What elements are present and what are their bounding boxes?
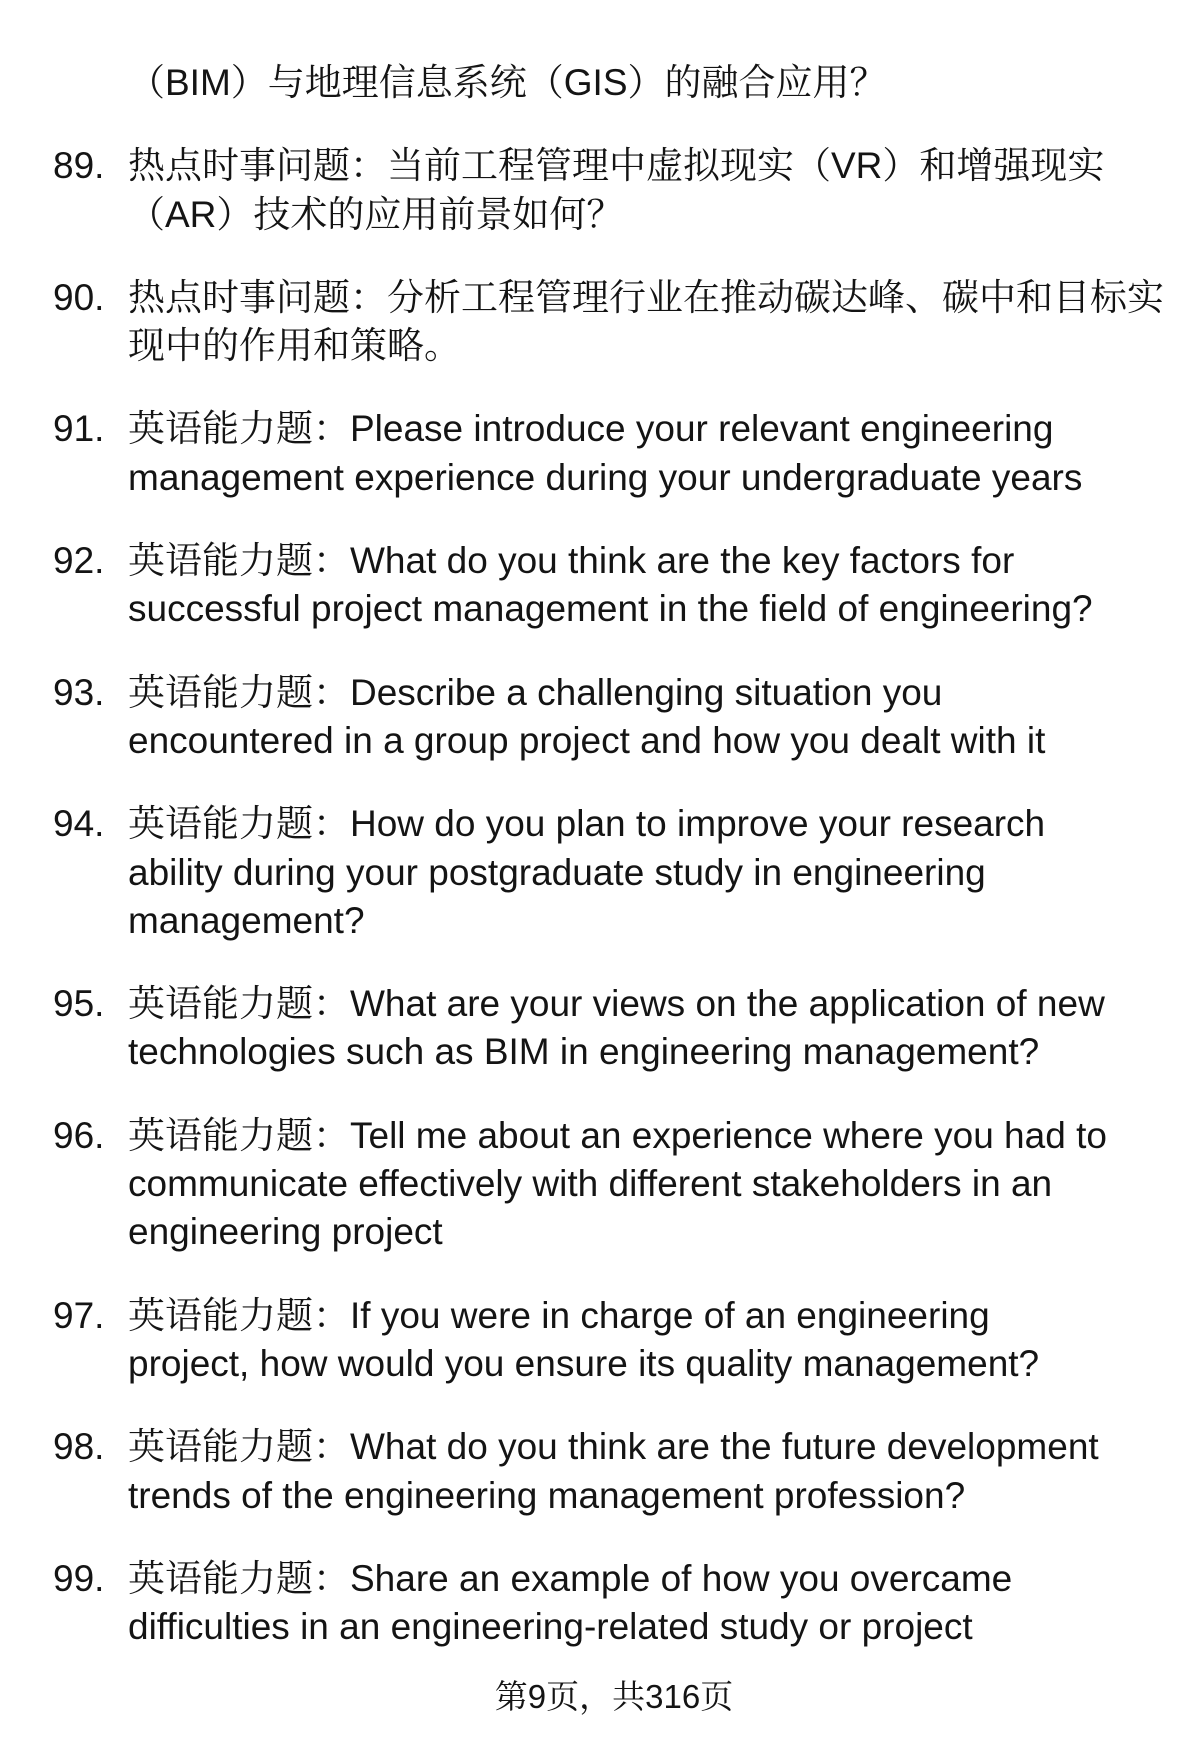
question-item bbox=[0, 274, 1200, 371]
question-item bbox=[0, 1423, 1200, 1520]
question-number: 99. bbox=[53, 1557, 105, 1599]
question-number: 90. bbox=[53, 276, 105, 318]
question-item bbox=[0, 1112, 1200, 1257]
question-line: 英语能力题：How do you plan to improve your research bbox=[128, 803, 1046, 845]
question-number: 89. bbox=[53, 145, 105, 187]
question-line: 英语能力题：What are your views on the application of new bbox=[128, 983, 1105, 1025]
question-number: 91. bbox=[53, 408, 105, 450]
question-line: 热点时事问题：当前工程管理中虚拟现实（VR）和增强现实 bbox=[128, 145, 1105, 187]
question-number: 98. bbox=[53, 1426, 105, 1468]
question-line: trends of the engineering management profession? bbox=[128, 1474, 966, 1516]
question-item bbox=[0, 669, 1200, 766]
question-line: 英语能力题：Please introduce your relevant engineering bbox=[128, 408, 1054, 450]
question-line: encountered in a group project and how you dealt with it bbox=[128, 719, 1046, 761]
question-text bbox=[128, 1555, 1200, 1652]
question-item bbox=[0, 980, 1200, 1077]
question-line: 现中的作用和策略。 bbox=[128, 325, 461, 367]
question-line: 英语能力题：What do you think are the future development bbox=[128, 1426, 1099, 1468]
question-text bbox=[128, 1423, 1200, 1520]
question-line: difficulties in an engineering-related study or project bbox=[128, 1606, 973, 1648]
continuation-indent bbox=[0, 59, 128, 107]
question-line: 热点时事问题：分析工程管理行业在推动碳达峰、碳中和目标实 bbox=[128, 276, 1164, 318]
question-line: technologies such as BIM in engineering management? bbox=[128, 1031, 1040, 1073]
question-text bbox=[128, 1112, 1200, 1257]
question-line: 英语能力题：What do you think are the key factors for bbox=[128, 540, 1015, 582]
question-line: engineering project bbox=[128, 1211, 443, 1253]
question-text bbox=[128, 405, 1200, 502]
question-number: 94. bbox=[53, 803, 105, 845]
question-item bbox=[0, 1292, 1200, 1389]
question-item bbox=[0, 1555, 1200, 1652]
question-number: 97. bbox=[53, 1294, 105, 1336]
question-text bbox=[128, 1292, 1200, 1389]
question-line: management? bbox=[128, 899, 365, 941]
question-item bbox=[0, 405, 1200, 502]
question-line: 英语能力题：Tell me about an experience where you had to bbox=[128, 1114, 1107, 1156]
question-line: （BIM）与地理信息系统（GIS）的融合应用？ bbox=[128, 62, 887, 103]
question-text bbox=[128, 980, 1200, 1077]
question-line: project, how would you ensure its quality management? bbox=[128, 1342, 1040, 1384]
question-list bbox=[0, 59, 1200, 1651]
question-line: 英语能力题：Describe a challenging situation you bbox=[128, 671, 943, 713]
question-item bbox=[0, 537, 1200, 634]
page-footer: 第9页，共316页 bbox=[494, 1678, 734, 1715]
question-line: communicate effectively with different stakeholders in an bbox=[128, 1163, 1053, 1205]
question-item bbox=[0, 142, 1200, 239]
question-line: （AR）技术的应用前景如何？ bbox=[128, 193, 624, 235]
question-text bbox=[128, 142, 1200, 239]
question-line: 英语能力题：If you were in charge of an engineering bbox=[128, 1294, 990, 1336]
question-number: 93. bbox=[53, 671, 105, 713]
question-text bbox=[128, 274, 1200, 371]
question-text bbox=[128, 537, 1200, 634]
question-text bbox=[128, 59, 1200, 107]
question-line: management experience during your undergraduate years bbox=[128, 456, 1083, 498]
question-text bbox=[128, 800, 1200, 945]
question-number: 92. bbox=[53, 540, 105, 582]
question-number: 96. bbox=[53, 1114, 105, 1156]
question-text bbox=[128, 669, 1200, 766]
question-line: 英语能力题：Share an example of how you overcame bbox=[128, 1557, 1013, 1599]
question-line: ability during your postgraduate study in engineering bbox=[128, 851, 986, 893]
question-item bbox=[0, 800, 1200, 945]
question-number: 95. bbox=[53, 983, 105, 1025]
question-line: successful project management in the field of engineering? bbox=[128, 588, 1093, 630]
question-continuation bbox=[0, 59, 1200, 107]
